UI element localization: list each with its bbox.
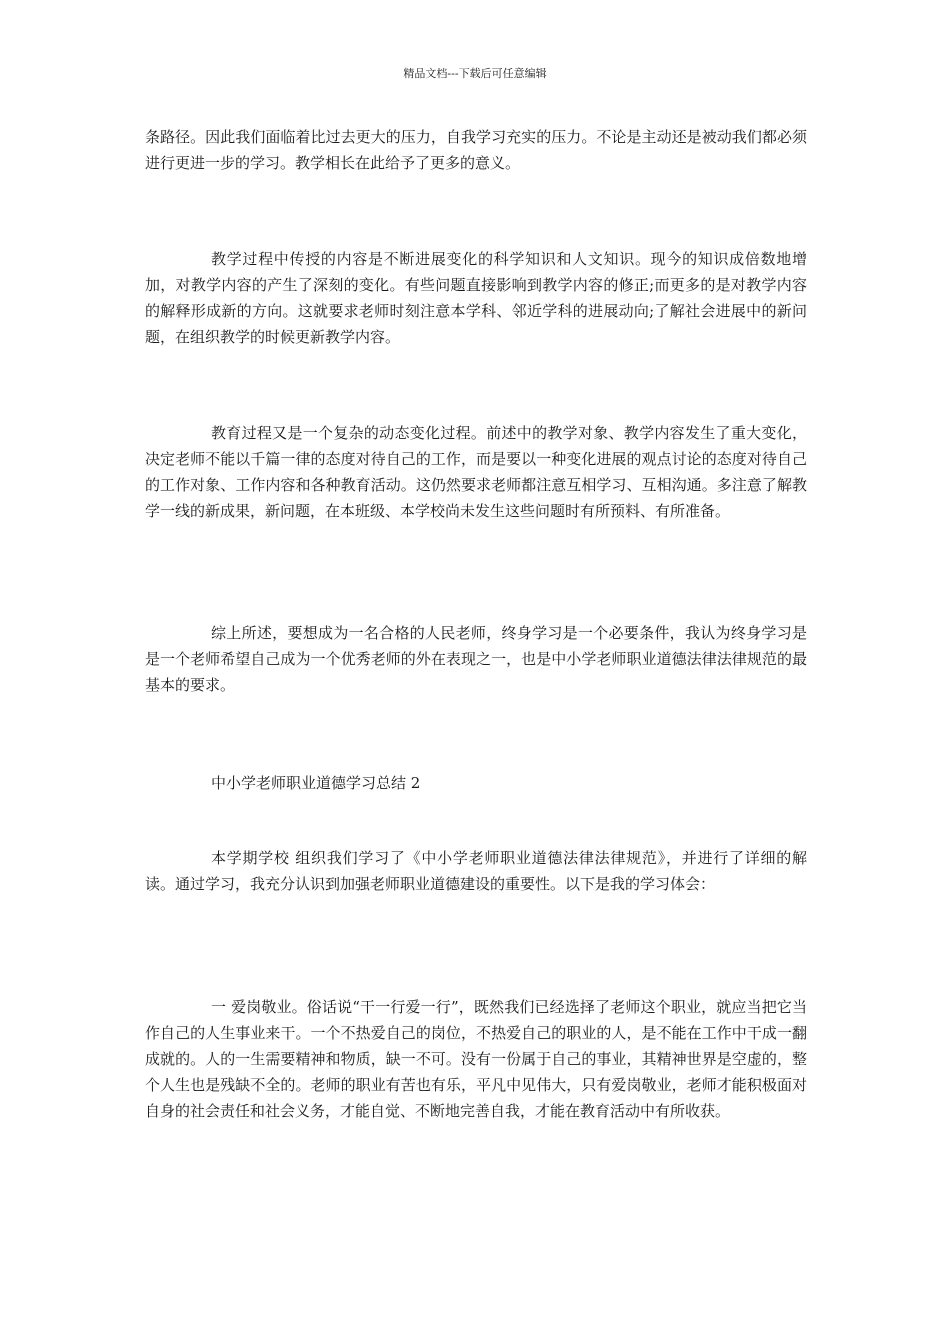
section-title: 中小学老师职业道德学习总结 2 (211, 774, 421, 792)
paragraph-love-job: 一 爱岗敬业。俗话说“干一行爱一行”，既然我们已经选择了老师这个职业，就应当把它当作自己的人生事业来干。一个不热爱自己的岗位，不热爱自己的职业的人，是不能在工作中干成一翻成就的。人的一生需要精神和物质，缺一不可。没有一份属于自己的事业，其精神世界是空虚的，整个人生也是残缺不全的。老师的职业有苦也有乐，平凡中见伟大，只有爱岗敬业，老师才能积极面对自身的社会责任和社会义务，才能自觉、不断地完善自我，才能在教育活动中有所收获。 (145, 998, 807, 1120)
paragraph-education-process: 教育过程又是一个复杂的动态变化过程。前述中的教学对象、教学内容发生了重大变化，决定老师不能以千篇一律的态度对待自己的工作，而是要以一种变化进展的观点讨论的态度对待自己的工作对象、工作内容和各种教育活动。这仍然要求老师都注意互相学习、互相沟通。多注意了解教学一线的新成果，新问题，在本班级、本学校尚未发生这些问题时有所预料、有所准备。 (145, 424, 807, 520)
paragraph-continuation: 条路径。因此我们面临着比过去更大的压力，自我学习充实的压力。不论是主动还是被动我们都必须进行更进一步的学习。教学相长在此给予了更多的意义。 (145, 128, 807, 172)
paragraph-study-intro: 本学期学校 组织我们学习了《中小学老师职业道德法律法律规范》，并进行了详细的解读。通过学习，我充分认识到加强老师职业道德建设的重要性。以下是我的学习体会： (145, 849, 807, 893)
paragraph-teaching-content: 教学过程中传授的内容是不断进展变化的科学知识和人文知识。现今的知识成倍数地增加，对教学内容的产生了深刻的变化。有些问题直接影响到教学内容的修正;而更多的是对教学内容的解释形成新的方向。这就要求老师时刻注意本学科、邻近学科的进展动向;了解社会进展中的新问题，在组织教学的时候更新教学内容。 (145, 250, 807, 346)
paragraph-summary: 综上所述，要想成为一名合格的人民老师，终身学习是一个必要条件，我认为终身学习是是一个老师希望自己成为一个优秀老师的外在表现之一，也是中小学老师职业道德法律法律规范的最基本的要求。 (145, 624, 807, 694)
page-header: 精品文档---下载后可任意编辑 (403, 67, 547, 80)
